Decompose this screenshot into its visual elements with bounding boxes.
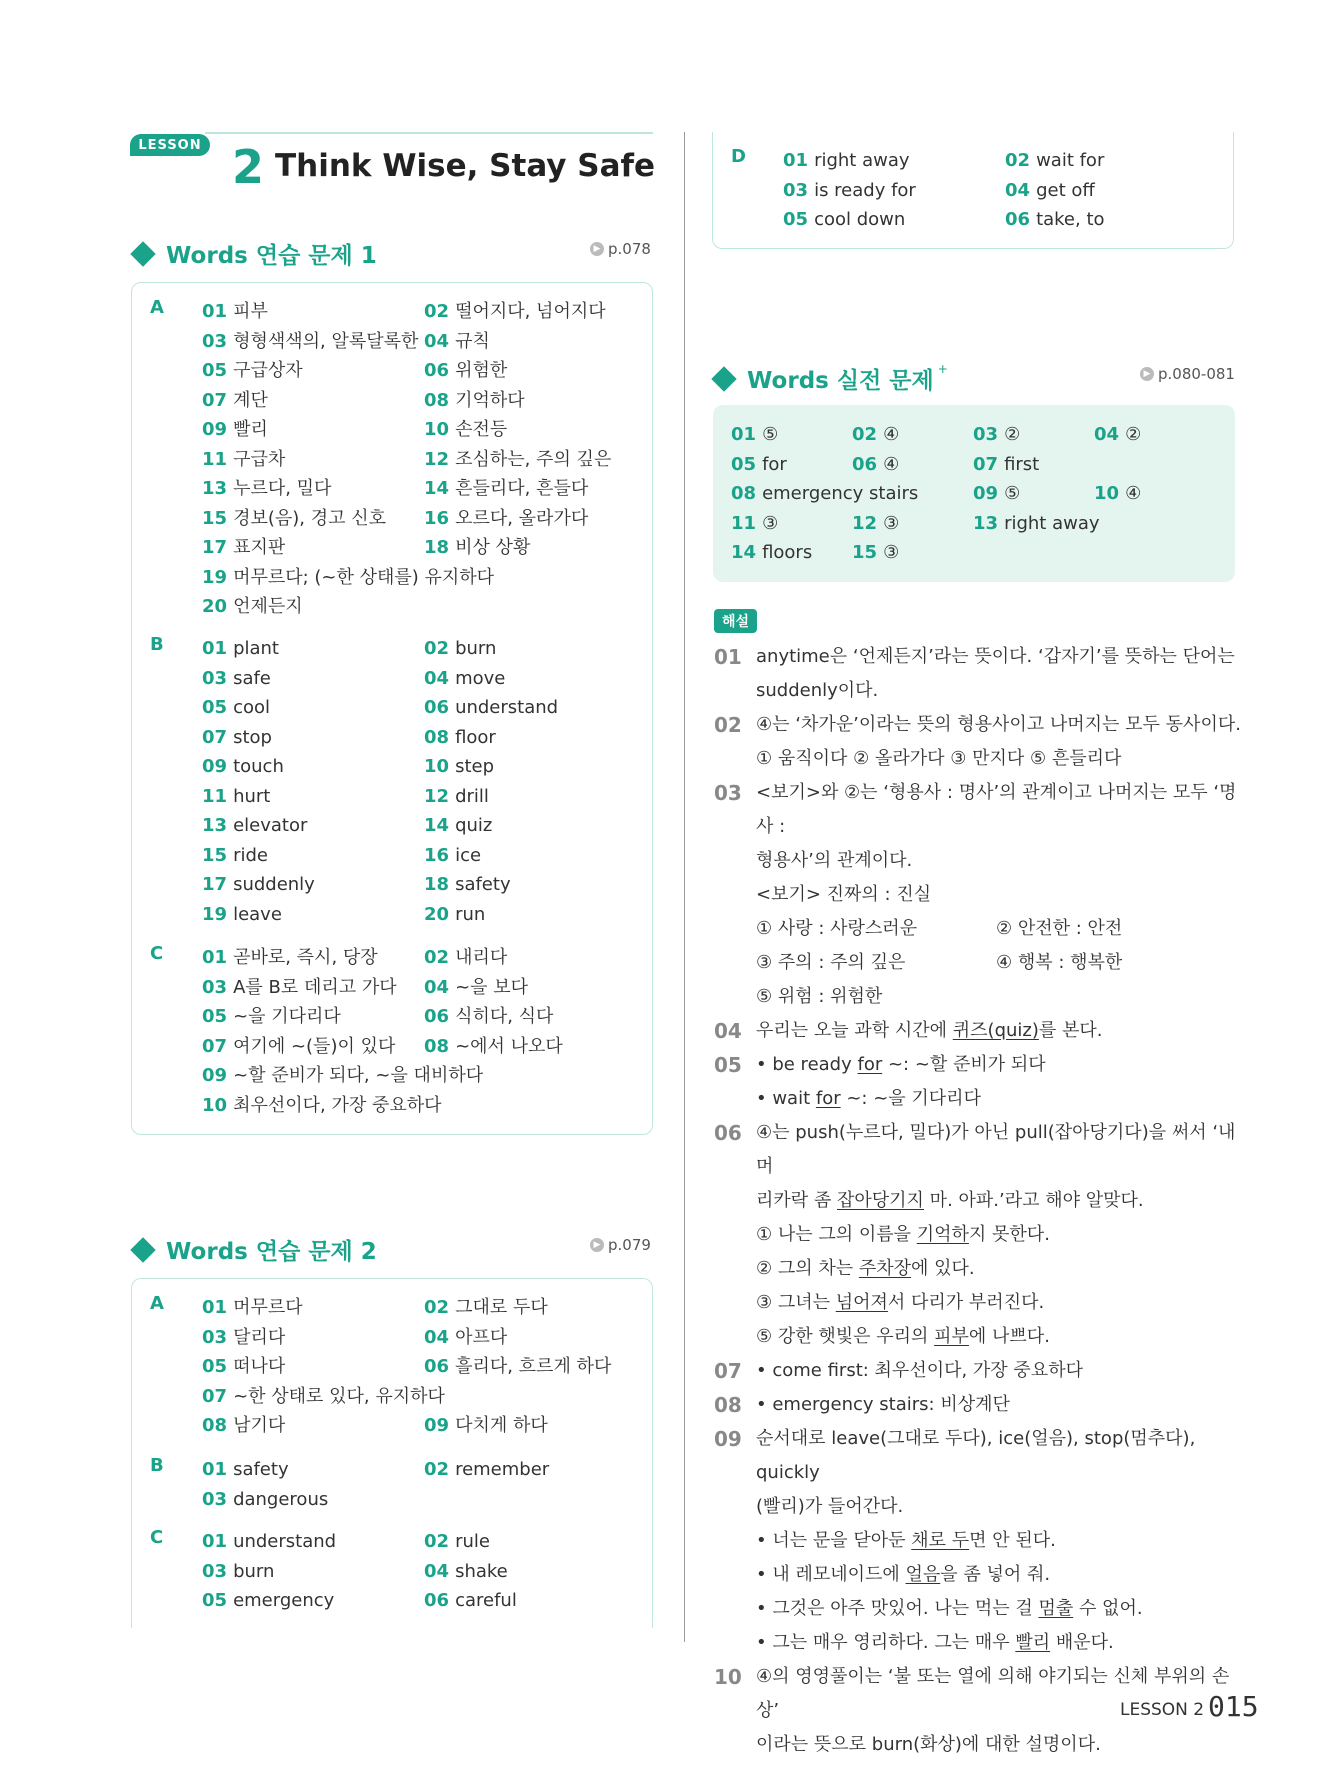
list-item: 01 safety <box>202 1459 289 1480</box>
sec1-pageref: ▶ p.078 <box>590 240 651 258</box>
list-item: 02 그대로 두다 <box>424 1297 548 1318</box>
list-item: 04 ~을 보다 <box>424 976 529 998</box>
list-item: 20 언제든지 <box>202 596 303 617</box>
list-item: 02 ④ <box>852 424 900 445</box>
list-item: 01 곧바로, 즉시, 당장 <box>202 947 378 968</box>
list-item: 02 떨어지다, 넘어지다 <box>424 301 606 322</box>
list-item: 08 남기다 <box>202 1415 286 1436</box>
list-item: 03 달리다 <box>202 1326 286 1348</box>
exp-line: 이라는 뜻으로 burn(화상)에 대한 설명이다. <box>756 1734 1101 1755</box>
list-item: 03 ② <box>973 424 1021 445</box>
list-item: 02 내리다 <box>424 947 508 968</box>
list-item: 08 기억하다 <box>424 389 525 411</box>
items <box>202 1293 662 1441</box>
list-item: 01 ⑤ <box>731 424 779 445</box>
explanation-badge: 해설 <box>714 609 757 633</box>
exp-07: 07 • come first: 최우선이다, 가장 중요하다 <box>714 1359 1083 1383</box>
answers <box>731 420 1194 568</box>
list-item: 09 다치게 하다 <box>424 1415 548 1436</box>
list-item: 07 계단 <box>202 389 268 411</box>
exp-line: ① 나는 그의 이름을 기억하지 못한다. <box>756 1224 1050 1245</box>
exp-line: ② 그의 차는 주차장에 있다. <box>756 1258 975 1279</box>
exp-02: 02 ④는 ‘차가운’이라는 뜻의 형용사이고 나머지는 모두 동사이다. <box>714 713 1241 737</box>
list-item: 09 ~할 준비가 되다, ~을 대비하다 <box>202 1065 484 1086</box>
list-item: 03 is ready for <box>783 179 916 201</box>
list-item: 16 오르다, 올라가다 <box>424 507 589 529</box>
list-item: 13 elevator <box>202 815 308 836</box>
secD-box <box>712 132 1234 249</box>
list-item: 02 burn <box>424 638 497 659</box>
exp-line: (빨리)가 들어간다. <box>756 1496 904 1517</box>
list-item: 11 구급차 <box>202 448 286 470</box>
list-item: 10 ④ <box>1094 483 1142 504</box>
list-item: 06 식히다, 식다 <box>424 1006 554 1027</box>
list-item: 04 아프다 <box>424 1326 508 1348</box>
list-item: 03 형형색색의, 알록달록한 <box>202 330 419 352</box>
list-item: 19 leave <box>202 903 282 925</box>
list-item: 18 비상 상황 <box>424 537 531 558</box>
list-item: 04 shake <box>424 1560 508 1582</box>
list-item: 05 cool down <box>783 209 906 230</box>
list-item: 14 흔들리다, 흔들다 <box>424 478 589 499</box>
list-item: 08 floor <box>424 726 496 748</box>
list-item: 07 first <box>973 453 1040 475</box>
exp-01: 01 anytime은 ‘언제든지’라는 뜻이다. ‘갑자기’를 뜻하는 단어는 <box>714 645 1235 669</box>
sec1-header <box>134 237 377 270</box>
list-item: 15 ride <box>202 844 268 866</box>
sec2-box <box>131 1278 653 1628</box>
list-item: 05 for <box>731 453 787 475</box>
exp-08: 08 • emergency stairs: 비상계단 <box>714 1393 1010 1417</box>
exp-line: • wait for ~: ~을 기다리다 <box>756 1088 981 1109</box>
list-item: 05 cool <box>202 697 270 718</box>
exp-03: 03 <보기>와 ②는 ‘형용사 : 명사’의 관계이고 나머지는 모두 ‘명사 : <box>714 781 1237 837</box>
items <box>202 1527 662 1616</box>
list-item: 10 step <box>424 756 494 777</box>
list-item: 18 safety <box>424 874 511 895</box>
list-item: 03 A를 B로 데리고 가다 <box>202 976 397 998</box>
items <box>783 146 1243 235</box>
lesson-title: Think Wise, Stay Safe <box>275 148 656 184</box>
list-item: 01 피부 <box>202 301 268 322</box>
exp-line: ① 움직이다 ② 올라가다 ③ 만지다 ⑤ 흔들리다 <box>756 748 1122 769</box>
group-letter: C <box>150 943 164 964</box>
explanations <box>714 640 1244 1762</box>
list-item: 07 여기에 ~(들)이 있다 <box>202 1035 396 1057</box>
list-item: 09 빨리 <box>202 419 268 440</box>
list-item: 01 understand <box>202 1531 337 1552</box>
sec3-title: Words 실전 문제 <box>747 368 934 394</box>
lesson-number: 2 <box>232 140 265 194</box>
list-item: 13 누르다, 밀다 <box>202 478 332 499</box>
list-item: 14 quiz <box>424 815 493 836</box>
column-divider <box>684 132 685 1642</box>
sec3-pageref: ▶ p.080-081 <box>1140 365 1235 383</box>
exp-line: ⑤ 강한 햇빛은 우리의 피부에 나쁘다. <box>756 1326 1050 1347</box>
list-item: 06 ④ <box>852 453 900 475</box>
exp-line: 형용사’의 관계이다. <box>756 850 913 871</box>
sec2-title: Words 연습 문제 2 <box>166 1239 377 1265</box>
exp-line: suddenly이다. <box>756 680 879 701</box>
list-item <box>1094 450 1194 480</box>
sec1-box <box>131 282 653 1135</box>
list-item: 02 remember <box>424 1459 550 1480</box>
list-item: 04 get off <box>1005 179 1095 201</box>
group-letter: C <box>150 1527 164 1548</box>
list-item: 17 표지판 <box>202 537 286 558</box>
diamond-icon <box>130 1237 155 1262</box>
list-item: 05 구급상자 <box>202 360 303 381</box>
list-item: 09 touch <box>202 756 284 777</box>
lesson-badge: LESSON <box>130 134 210 156</box>
list-item: 03 burn <box>202 1560 275 1582</box>
items <box>202 297 662 622</box>
list-item: 11 ③ <box>731 512 779 534</box>
list-item: 06 흘리다, 흐르게 하다 <box>424 1356 612 1377</box>
exp-05: 05 • be ready for ~: ~할 준비가 되다 <box>714 1053 1046 1077</box>
list-item: 01 plant <box>202 638 279 659</box>
sec2-pageref: ▶ p.079 <box>590 1236 651 1254</box>
list-item: 14 floors <box>731 542 813 563</box>
exp-line: ③ 주의 : 주의 깊은 ④ 행복 : 행복한 <box>756 952 1123 973</box>
list-item: 10 손전등 <box>424 419 508 440</box>
list-item: 02 wait for <box>1005 150 1105 171</box>
list-item: 06 take, to <box>1005 209 1105 230</box>
group-letter: A <box>150 297 164 318</box>
group-letter: D <box>731 146 746 167</box>
items <box>202 1455 662 1514</box>
list-item: 01 right away <box>783 150 910 171</box>
list-item: 15 경보(음), 경고 신호 <box>202 507 386 529</box>
arrow-right-icon: ▶ <box>590 242 604 256</box>
exp-line: ③ 그녀는 넘어져서 다리가 부러진다. <box>756 1292 1045 1313</box>
group-letter: A <box>150 1293 164 1314</box>
list-item: 15 ③ <box>852 542 900 563</box>
list-item: 12 drill <box>424 785 489 807</box>
arrow-right-icon: ▶ <box>1140 367 1154 381</box>
list-item: 10 최우선이다, 가장 중요하다 <box>202 1094 442 1116</box>
list-item: 05 emergency <box>202 1590 335 1611</box>
list-item: 06 careful <box>424 1590 517 1611</box>
list-item: 13 right away <box>973 512 1100 534</box>
exp-06: 06 ④는 push(누르다, 밀다)가 아닌 pull(잡아당기다)을 써서 ‘내 머 <box>714 1121 1236 1177</box>
list-item: 08 emergency stairs <box>731 483 919 504</box>
list-item: 06 위험한 <box>424 360 508 381</box>
lesson-rule <box>205 132 653 134</box>
exp-line: 리카락 좀 잡아당기지 마. 아파.’라고 해야 알맞다. <box>756 1190 1144 1211</box>
list-item: 05 ~을 기다리다 <box>202 1006 341 1027</box>
group-letter: B <box>150 634 164 655</box>
arrow-right-icon: ▶ <box>590 1238 604 1252</box>
list-item: 17 suddenly <box>202 874 315 895</box>
list-item: 04 ② <box>1094 424 1142 445</box>
exp-line: • 너는 문을 닫아둔 채로 두면 안 된다. <box>756 1530 1056 1551</box>
list-item: 05 떠나다 <box>202 1356 286 1377</box>
exp-04: 04 우리는 오늘 과학 시간에 퀴즈(quiz)를 본다. <box>714 1019 1103 1043</box>
exp-line: • 내 레모네이드에 얼음을 좀 넣어 줘. <box>756 1564 1051 1585</box>
exp-line: • 그는 매우 영리하다. 그는 매우 빨리 배운다. <box>756 1632 1114 1653</box>
sec3-header <box>715 362 948 395</box>
list-item: 20 run <box>424 903 486 925</box>
list-item: 09 ⑤ <box>973 483 1021 504</box>
diamond-icon <box>130 241 155 266</box>
list-item: 04 move <box>424 667 506 689</box>
sec1-title: Words 연습 문제 1 <box>166 243 377 269</box>
list-item: 12 조심하는, 주의 깊은 <box>424 448 612 470</box>
exp-line: • 그것은 아주 맛있어. 나는 먹는 걸 멈출 수 없어. <box>756 1598 1143 1619</box>
list-item: 12 ③ <box>852 512 900 534</box>
list-item: 02 rule <box>424 1531 490 1552</box>
list-item: 19 머무르다; (~한 상태를) 유지하다 <box>202 566 495 588</box>
list-item: 04 규칙 <box>424 330 490 352</box>
list-item: 03 safe <box>202 667 271 689</box>
page-number: 015 <box>1208 1690 1259 1723</box>
sec2-header <box>134 1233 377 1266</box>
list-item: 08 ~에서 나오다 <box>424 1035 563 1057</box>
list-item: 16 ice <box>424 844 482 866</box>
items <box>202 634 662 929</box>
list-item: 07 ~한 상태로 있다, 유지하다 <box>202 1385 445 1407</box>
list-item: 11 hurt <box>202 785 271 807</box>
sec3-answer-box <box>713 405 1235 582</box>
exp-10: 10 ④의 영영풀이는 ‘불 또는 열에 의해 야기되는 신체 부위의 손상’ <box>714 1665 1230 1721</box>
exp-line: ⑤ 위험 : 위험한 <box>756 986 883 1007</box>
footer-lesson: LESSON 2 <box>1120 1700 1205 1720</box>
exp-line: ① 사랑 : 사랑스러운 ② 안전한 : 안전 <box>756 918 1123 939</box>
exp-line: <보기> 진짜의 : 진실 <box>756 884 932 905</box>
list-item: 01 머무르다 <box>202 1297 303 1318</box>
list-item: 07 stop <box>202 726 272 748</box>
group-letter: B <box>150 1455 164 1476</box>
list-item: 03 dangerous <box>202 1488 329 1510</box>
diamond-icon <box>711 366 736 391</box>
items <box>202 943 662 1120</box>
list-item: 06 understand <box>424 697 559 718</box>
exp-09: 09 순서대로 leave(그대로 두다), ice(얼음), stop(멈추다), quickly <box>714 1427 1196 1483</box>
sec3-star: + <box>937 362 948 376</box>
